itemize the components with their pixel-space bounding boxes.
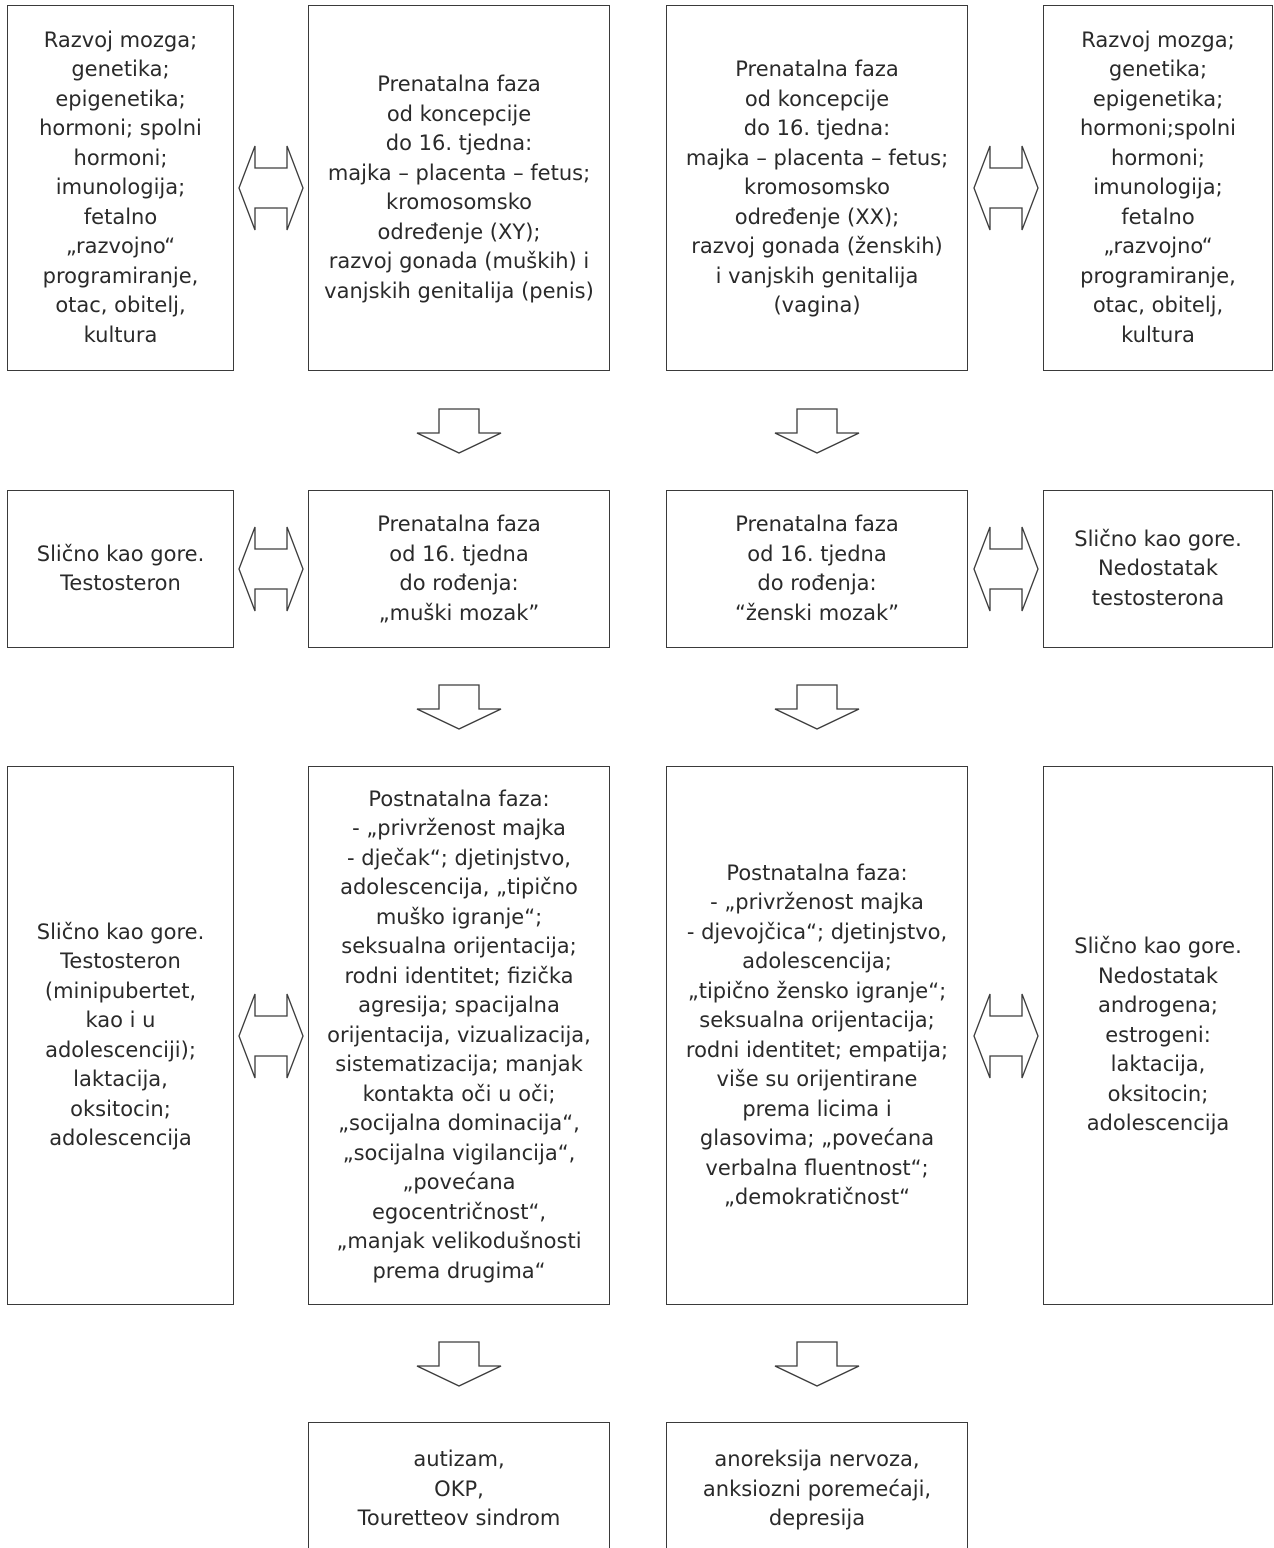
box-text-line: više su orijentirane xyxy=(716,1067,918,1091)
female-prenatal-late-box xyxy=(666,490,968,648)
box-text-line: depresija xyxy=(768,1506,866,1530)
box-text-line: adolescencija, „tipično xyxy=(340,875,578,900)
box-text-line: kao i u xyxy=(85,1008,156,1032)
right-context-box-2 xyxy=(1043,490,1273,648)
box-text-line: - „privrženost majka xyxy=(710,890,924,914)
double-arrow-left-1 xyxy=(239,146,304,231)
double-arrow-left-3 xyxy=(239,994,304,1079)
box-text-line: genetika; xyxy=(1108,57,1208,82)
box-text-line: „razvojno“ xyxy=(65,234,176,259)
box-text-line: kultura xyxy=(83,322,158,347)
left-context-box-3 xyxy=(7,766,234,1305)
box-text-line: laktacija, xyxy=(73,1067,168,1091)
box-text-line: kromosomsko xyxy=(386,190,532,214)
box-text-line: Slično kao gore. xyxy=(36,541,205,566)
box-text-line: „socijalna dominacija“, xyxy=(338,1111,580,1136)
female-postnatal-box xyxy=(666,766,968,1305)
box-text-line: - dječak“; djetinjstvo, xyxy=(347,845,571,870)
box-text-line: sistematizacija; manjak xyxy=(335,1052,583,1077)
box-text-line: - djevojčica“; djetinjstvo, xyxy=(686,919,948,944)
box-text-line: testosterona xyxy=(1091,585,1225,610)
box-text-line: prema licima i xyxy=(742,1096,892,1121)
box-text-line: do 16. tjedna: xyxy=(385,131,533,155)
male-disorders-box xyxy=(308,1422,610,1548)
box-text-line: do 16. tjedna: xyxy=(743,116,891,141)
box-text-line: do rođenja: xyxy=(757,571,877,595)
box-text-line: adolescencija xyxy=(1086,1111,1230,1136)
box-text-line: razvoj gonada (ženskih) xyxy=(691,234,943,259)
box-text-line: Nedostatak xyxy=(1097,556,1219,581)
box-text-line: anoreksija nervoza, xyxy=(714,1447,920,1471)
box-text-line: „manjak velikodušnosti xyxy=(336,1229,582,1254)
box-text-line: od koncepcije xyxy=(386,101,532,126)
box-text-line: laktacija, xyxy=(1110,1052,1206,1077)
female-disorders-box xyxy=(666,1422,968,1548)
down-arrow-male-1 xyxy=(417,409,503,455)
down-arrow-female-2 xyxy=(775,685,861,731)
box-text-line: genetika; xyxy=(71,57,170,82)
box-text-line: od 16. tjedna xyxy=(389,541,529,566)
box-text-line: orijentacija, vizualizacija, xyxy=(327,1022,591,1047)
box-text-line: otac, obitelj, xyxy=(55,293,186,318)
box-text-line: fetalno xyxy=(1121,204,1195,229)
box-text-line: Slično kao gore. xyxy=(1074,934,1242,959)
right-context-box-1 xyxy=(1043,5,1273,371)
box-text-line: programiranje, xyxy=(1080,263,1236,288)
box-text-line: fetalno xyxy=(83,204,158,229)
left-context-box-1 xyxy=(7,5,234,371)
box-text-line: majka – placenta – fetus; xyxy=(685,145,949,170)
box-text-line: Razvoj mozga; xyxy=(43,27,198,52)
box-text-line: Slično kao gore. xyxy=(36,919,205,944)
box-text-line: glasovima; „povećana xyxy=(699,1126,935,1150)
down-arrow-female-1 xyxy=(775,409,861,455)
box-text-line: razvoj gonada (muških) i xyxy=(328,249,590,273)
box-text-line: rodni identitet; fizička xyxy=(344,963,574,988)
box-text-line: agresija; spacijalna xyxy=(358,993,560,1018)
box-text-line: od 16. tjedna xyxy=(747,541,887,566)
right-context-box-3 xyxy=(1043,766,1273,1305)
box-text-line: određenje (XY); xyxy=(377,219,541,244)
box-text-line: kultura xyxy=(1121,322,1195,347)
box-text-line: oksitocin; xyxy=(1107,1081,1209,1106)
box-text-line: hormoni; xyxy=(73,145,168,170)
box-text-line: epigenetika; xyxy=(55,86,186,111)
male-prenatal-late-box xyxy=(308,490,610,648)
box-text-line: Slično kao gore. xyxy=(1074,526,1242,551)
box-text-line: OKP, xyxy=(434,1476,484,1501)
box-text-line: hormoni; xyxy=(1111,145,1205,170)
box-text-line: i vanjskih genitalija xyxy=(715,263,919,288)
box-text-line: vanjskih genitalija (penis) xyxy=(324,278,594,303)
box-text-line: Testosteron xyxy=(60,949,181,973)
box-text-line: (minipubertet, xyxy=(44,978,197,1003)
box-text-line: adolescencija; xyxy=(742,949,892,973)
box-text-line: anksiozni poremećaji, xyxy=(702,1476,932,1501)
box-text-line: Postnatalna faza: xyxy=(726,860,908,885)
box-text-line: adolescencija xyxy=(49,1126,192,1150)
box-text-line: otac, obitelj, xyxy=(1092,293,1224,318)
double-arrow-right-2 xyxy=(974,527,1039,612)
box-text-line: Prenatalna faza xyxy=(377,72,541,96)
box-text-line: adolescenciji); xyxy=(45,1037,196,1062)
box-text-line: do rođenja: xyxy=(399,571,519,595)
box-text-line: „demokratičnost“ xyxy=(724,1185,910,1209)
box-text-line: Razvoj mozga; xyxy=(1081,27,1235,52)
box-text-line: egocentričnost“, xyxy=(371,1199,546,1224)
box-text-line: epigenetika; xyxy=(1092,86,1224,111)
down-arrow-male-3 xyxy=(417,1342,503,1388)
box-text-line: „socijalna vigilancija“, xyxy=(342,1140,576,1165)
box-text-line: „povećana xyxy=(402,1170,516,1195)
box-text-line: Testosteron xyxy=(60,571,181,595)
box-text-line: Prenatalna faza xyxy=(735,512,899,536)
box-text-line: „tipično žensko igranje“; xyxy=(687,978,947,1003)
box-text-line: Nedostatak xyxy=(1097,963,1219,988)
double-arrow-right-3 xyxy=(974,994,1039,1079)
box-text-line: - „privrženost majka xyxy=(352,816,566,841)
box-text-line: kontakta oči u oči; xyxy=(362,1081,556,1106)
box-text-line: Prenatalna faza xyxy=(377,512,541,536)
box-text-line: „razvojno“ xyxy=(1103,234,1213,259)
box-text-line: od koncepcije xyxy=(744,86,890,111)
box-text-line: androgena; xyxy=(1097,993,1219,1018)
male-postnatal-box xyxy=(308,766,610,1305)
box-text-line: imunologija; xyxy=(55,175,186,200)
box-text-line: imunologija; xyxy=(1093,175,1223,200)
box-text-line: Postnatalna faza: xyxy=(368,786,550,811)
box-text-line: prema drugima“ xyxy=(372,1258,546,1283)
box-text-line: verbalna fluentnost“; xyxy=(705,1155,929,1180)
box-text-line: seksualna orijentacija; xyxy=(699,1008,935,1032)
left-context-box-2 xyxy=(7,490,234,648)
box-text-line: određenje (XX); xyxy=(734,204,900,229)
box-text-line: seksualna orijentacija; xyxy=(341,934,577,959)
box-text-line: rodni identitet; empatija; xyxy=(685,1037,949,1062)
box-text-line: oksitocin; xyxy=(70,1096,171,1121)
box-text-line: Touretteov sindrom xyxy=(357,1506,561,1530)
double-arrow-right-1 xyxy=(974,146,1039,231)
box-text-line: „muški mozak” xyxy=(378,600,540,625)
box-text-line: programiranje, xyxy=(42,263,199,288)
double-arrow-left-2 xyxy=(239,527,304,612)
box-text-line: muško igranje“; xyxy=(375,904,543,929)
box-text-line: majka – placenta – fetus; xyxy=(327,160,591,185)
box-text-line: autizam, xyxy=(413,1447,505,1471)
box-text-line: hormoni;spolni xyxy=(1079,116,1237,141)
down-arrow-male-2 xyxy=(417,685,503,731)
male-prenatal-early-box xyxy=(308,5,610,371)
box-text-line: (vagina) xyxy=(773,293,861,318)
box-text-line: “ženski mozak” xyxy=(735,600,899,625)
box-text-line: hormoni; spolni xyxy=(39,116,202,141)
box-text-line: kromosomsko xyxy=(744,175,890,200)
box-text-line: estrogeni: xyxy=(1105,1022,1211,1047)
female-prenatal-early-box xyxy=(666,5,968,371)
box-text-line: Prenatalna faza xyxy=(735,57,899,82)
down-arrow-female-3 xyxy=(775,1342,861,1388)
